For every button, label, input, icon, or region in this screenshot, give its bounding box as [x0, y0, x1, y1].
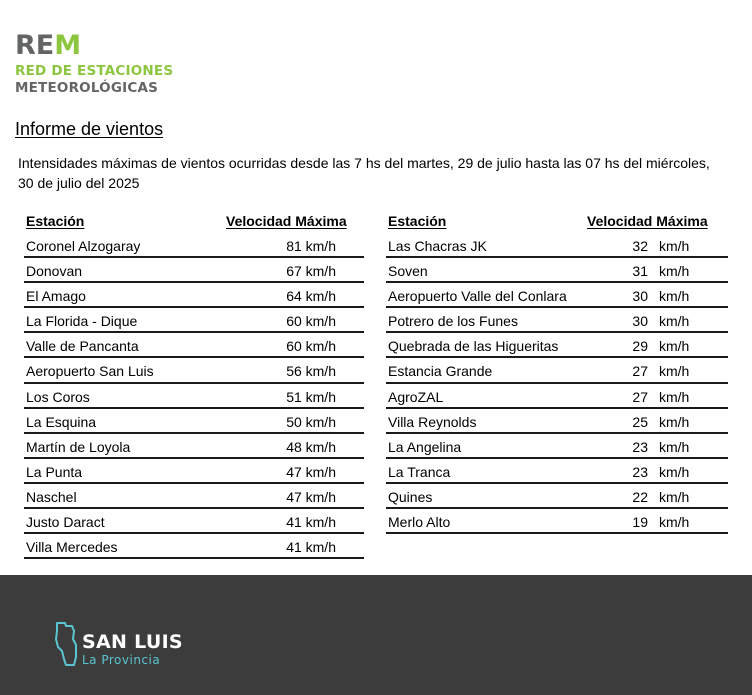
max-speed-unit: km/h	[659, 363, 690, 380]
max-speed: 41 km/h	[286, 514, 336, 531]
table-row	[24, 333, 364, 358]
max-speed-unit: km/h	[659, 263, 690, 280]
column-header-station: Estación	[26, 213, 85, 229]
max-speed: 41 km/h	[286, 539, 336, 556]
table-row	[24, 409, 364, 434]
table-row	[24, 509, 364, 534]
table-row	[24, 384, 364, 409]
table-row	[24, 534, 364, 559]
max-speed: 50 km/h	[286, 413, 336, 430]
station-name: Valle de Pancanta	[26, 338, 139, 355]
column-header-station: Estación	[388, 213, 447, 229]
table-row	[386, 333, 728, 358]
report-description-line1: Intensidades máximas de vientos ocurridas desde las 7 hs del martes, 29 de julio hasta las 07 hs del miércoles,	[18, 155, 710, 171]
max-speed: 48 km/h	[286, 438, 336, 455]
station-name: Potrero de los Funes	[388, 313, 518, 330]
max-speed-value: 25	[632, 413, 648, 430]
max-speed-unit: km/h	[659, 388, 690, 405]
table-row	[386, 308, 728, 333]
max-speed-value: 23	[632, 463, 648, 480]
table-row	[386, 509, 728, 534]
station-name: Estancia Grande	[388, 363, 493, 380]
max-speed-unit: km/h	[659, 338, 690, 355]
station-name: La Angelina	[388, 438, 462, 455]
station-name: AgroZAL	[388, 388, 444, 405]
max-speed: 47 km/h	[286, 463, 336, 480]
table-row	[386, 459, 728, 484]
max-speed: 81 km/h	[286, 238, 336, 254]
max-speed-value: 32	[632, 238, 648, 254]
max-speed-value: 19	[632, 514, 648, 531]
max-speed-value: 27	[632, 388, 648, 405]
station-name: La Punta	[26, 463, 83, 480]
station-name: Villa Reynolds	[388, 413, 477, 430]
max-speed-value: 22	[632, 488, 648, 505]
wind-table-left	[24, 211, 364, 559]
max-speed-value: 27	[632, 363, 648, 380]
table-row	[386, 409, 728, 434]
station-name: Soven	[388, 263, 428, 280]
rem-logo-wordmark: REM	[15, 30, 82, 61]
max-speed-unit: km/h	[659, 463, 690, 480]
table-row	[24, 484, 364, 509]
max-speed: 60 km/h	[286, 313, 336, 330]
table-row	[24, 459, 364, 484]
station-name: La Esquina	[26, 413, 97, 430]
station-name: Martín de Loyola	[26, 438, 131, 455]
max-speed-unit: km/h	[659, 238, 690, 254]
max-speed-unit: km/h	[659, 488, 690, 505]
max-speed-unit: km/h	[659, 413, 690, 430]
max-speed-value: 23	[632, 438, 648, 455]
table-header	[386, 211, 728, 233]
max-speed: 60 km/h	[286, 338, 336, 355]
max-speed-unit: km/h	[659, 438, 690, 455]
station-name: Villa Mercedes	[26, 539, 118, 556]
station-name: La Florida - Dique	[26, 313, 138, 330]
max-speed: 51 km/h	[286, 388, 336, 405]
station-name: El Amago	[26, 288, 86, 305]
san-luis-brand-sub: La Provincia	[82, 653, 161, 667]
column-header-speed: Velocidad Máxima	[226, 213, 347, 229]
footer	[0, 575, 752, 695]
station-name: La Tranca	[388, 463, 451, 480]
table-row	[386, 484, 728, 509]
table-row	[24, 358, 364, 383]
table-row	[386, 233, 728, 258]
max-speed-unit: km/h	[659, 313, 690, 330]
table-row	[24, 283, 364, 308]
station-name: Las Chacras JK	[388, 238, 487, 254]
max-speed: 47 km/h	[286, 488, 336, 505]
max-speed-unit: km/h	[659, 514, 690, 531]
max-speed: 67 km/h	[286, 263, 336, 280]
rem-logo-line2: METEOROLÓGICAS	[15, 80, 159, 96]
table-row	[386, 283, 728, 308]
column-header-speed: Velocidad Máxima	[587, 213, 708, 229]
max-speed-value: 31	[632, 263, 648, 280]
station-name: Donovan	[26, 263, 83, 280]
station-name: Aeropuerto Valle del Conlara	[388, 288, 567, 305]
table-row	[24, 308, 364, 333]
station-name: Merlo Alto	[388, 514, 451, 531]
max-speed: 64 km/h	[286, 288, 336, 305]
table-row	[24, 258, 364, 283]
wind-table-right	[386, 211, 728, 534]
max-speed-value: 30	[632, 288, 648, 305]
san-luis-map-icon	[54, 621, 80, 667]
report-title: Informe de vientos	[15, 119, 164, 139]
table-row	[386, 384, 728, 409]
station-name: Coronel Alzogaray	[26, 238, 141, 254]
san-luis-brand-name: SAN LUIS	[82, 631, 183, 653]
report-description-line2: 30 de julio del 2025	[18, 175, 140, 191]
table-row	[386, 358, 728, 383]
station-name: Los Coros	[26, 388, 90, 405]
station-name: Quines	[388, 488, 433, 505]
station-name: Quebrada de las Higueritas	[388, 338, 559, 355]
table-row	[386, 434, 728, 459]
table-row	[386, 258, 728, 283]
rem-logo-line1: RED DE ESTACIONES	[15, 63, 174, 79]
station-name: Aeropuerto San Luis	[26, 363, 154, 380]
station-name: Justo Daract	[26, 514, 105, 531]
station-name: Naschel	[26, 488, 77, 505]
max-speed-value: 29	[632, 338, 648, 355]
table-row	[24, 434, 364, 459]
max-speed-value: 30	[632, 313, 648, 330]
report-description	[18, 153, 748, 193]
table-row	[24, 233, 364, 258]
rem-logo	[15, 32, 173, 96]
table-header	[24, 211, 364, 233]
max-speed: 56 km/h	[286, 363, 336, 380]
max-speed-unit: km/h	[659, 288, 690, 305]
